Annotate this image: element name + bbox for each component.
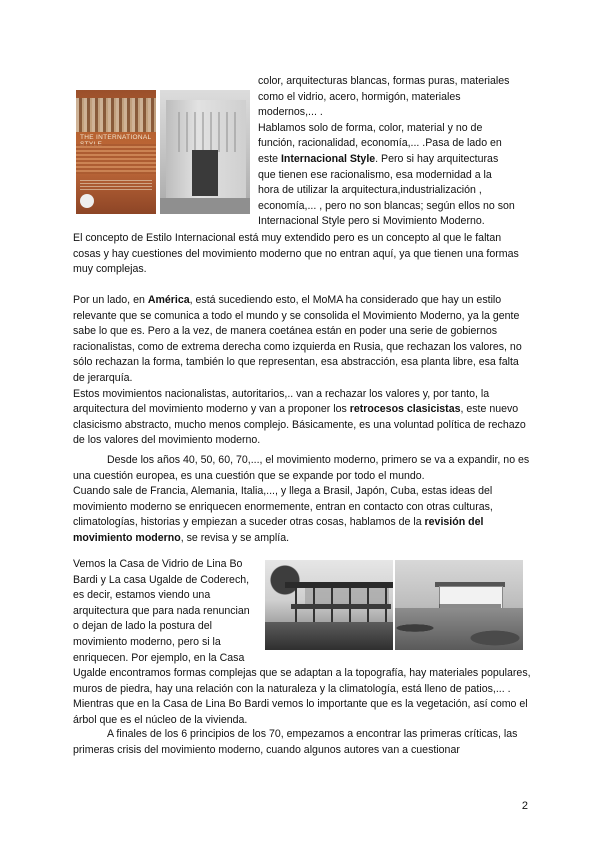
casas-line-4: arquitectura que para nada renuncian [73,604,250,617]
casas-line-2: Bardi y La casa Ugalde de Coderech, [73,573,250,586]
top-line-10: Internacional Style pero si Movimiento Moderno. [258,215,485,228]
casas-line-3: es decir, estamos viendo una [73,589,211,602]
top-line-3: modernos,... . [258,106,323,119]
page-number: 2 [521,800,528,812]
revision-bold: revisión del movimiento moderno [73,516,484,544]
top-line-7: que tienen ese racionalismo, esa modernidad a la [258,168,492,181]
casas-line-1: Vemos la Casa de Vidrio de Lina Bo [73,558,243,570]
paragraph-casas [73,557,531,729]
paragraph-criticas: A finales de los 6 principios de los 70, empezamos a encontrar las primeras críticas, las primeras crisis del movimiento moderno, cuando algunos autores van a cuestionar [73,728,518,756]
revision-text [73,484,531,546]
america-text [73,293,531,387]
retrocesos-clasicistas-bold: retrocesos clasicistas [349,403,461,416]
top-line-6 [258,152,534,168]
top-line-8: hora de utilizar la arquitectura,industrialización , [258,184,482,197]
expansion-text: Desde los años 40, 50, 60, 70,..., el movimiento moderno, primero se va a expandir, no es una cuestión europea, es una cuestión que se expande por todo el mundo. [73,454,530,482]
top-line-1: color, arquitecturas blancas, formas puras, materiales [258,75,510,87]
paragraph-estilo-internacional: El concepto de Estilo Internacional está muy extendido pero es un concepto al que le faltan cosas y hay cuestiones del movimiento moderno que no entran aquí, ya que tienen una formas muy complejas. [73,232,519,276]
america-post: , está sucediendo esto, el MoMA ha considerado que hay un estilo relevante que se comunica a todo el mundo y se consolida el Movimiento Moderno, ya la gente sabe lo que es. Pero a la vez, de manera coetánea están en poder una serie de gobiernos racionalistas, como de extrema derecha como izquierda en Rusia, que rechazan los valores, no sólo rechazan la forma, también lo que representan, esa abstracción, esa planta libre, esa falta de jerarquía. [73,294,522,384]
revision-post: , se revisa y se amplía. [180,531,290,544]
top-line-6-pre: este [258,152,281,165]
casas-line-5: o dejan de lado la postura del [73,620,213,633]
top-text-block [258,74,534,230]
top-line-4: Hablamos solo de forma, color, material y no de [258,121,483,134]
nacionalistas-post: , este nuevo clasicismo abstracto, mucho menos complejo. Básicamente, es una voluntad política de rechazo de los valores del movimiento moderno. [73,403,526,447]
casas-rest: Ugalde encontramos formas complejas que se adaptan a la topografía, hay materiales populares, muros de piedra, hay una relación con la naturaleza y la climatología, está lleno de patios,... . Mientras que en la Casa de Lina Bo Bardi vemos lo importante que es la vegetación, así como el árbol que es el núcleo de la vivienda. [73,667,531,726]
revision-pre: Cuando sale de Francia, Alemania, Italia,..., y llega a Brasil, Japón, Cuba, estas ideas del movimiento moderno se enriquecen enormemente, entran en contacto con otras culturas, climatologías, historias y empiezan a suceder otras cosas, hablamos de la [73,485,493,529]
top-line-6-post: . Pero si hay arquitecturas [375,152,499,165]
casas-wrap-block [73,557,263,666]
cover-title: THE INTERNATIONAL [80,134,152,141]
top-line-5: función, racionalidad, economía,... .Pasa de lado en [258,137,502,150]
building-photo [160,90,250,214]
nacionalistas-text [73,387,531,449]
casas-line-7: enriquecen. Por ejemplo, en la Casa [73,651,245,664]
casas-line-6: movimiento moderno, pero si la [73,635,221,648]
paragraph-expansion [73,453,531,547]
book-cover-image [76,90,156,214]
america-bold: América [147,294,190,306]
paragraph-america [73,293,531,449]
america-pre: Por un lado, en [73,294,148,306]
international-style-bold: Internacional Style [280,152,376,165]
top-line-2: como el vidrio, acero, hormigón, materiales [258,90,461,103]
top-line-9: economía,... , pero no son blancas; según ellos no son [258,199,515,212]
nacionalistas-pre: Estos movimientos nacionalistas, autoritarios,.. van a rechazar los valores y, por tanto, la arquitectura del movimiento moderno y van a proponer los [73,387,490,416]
